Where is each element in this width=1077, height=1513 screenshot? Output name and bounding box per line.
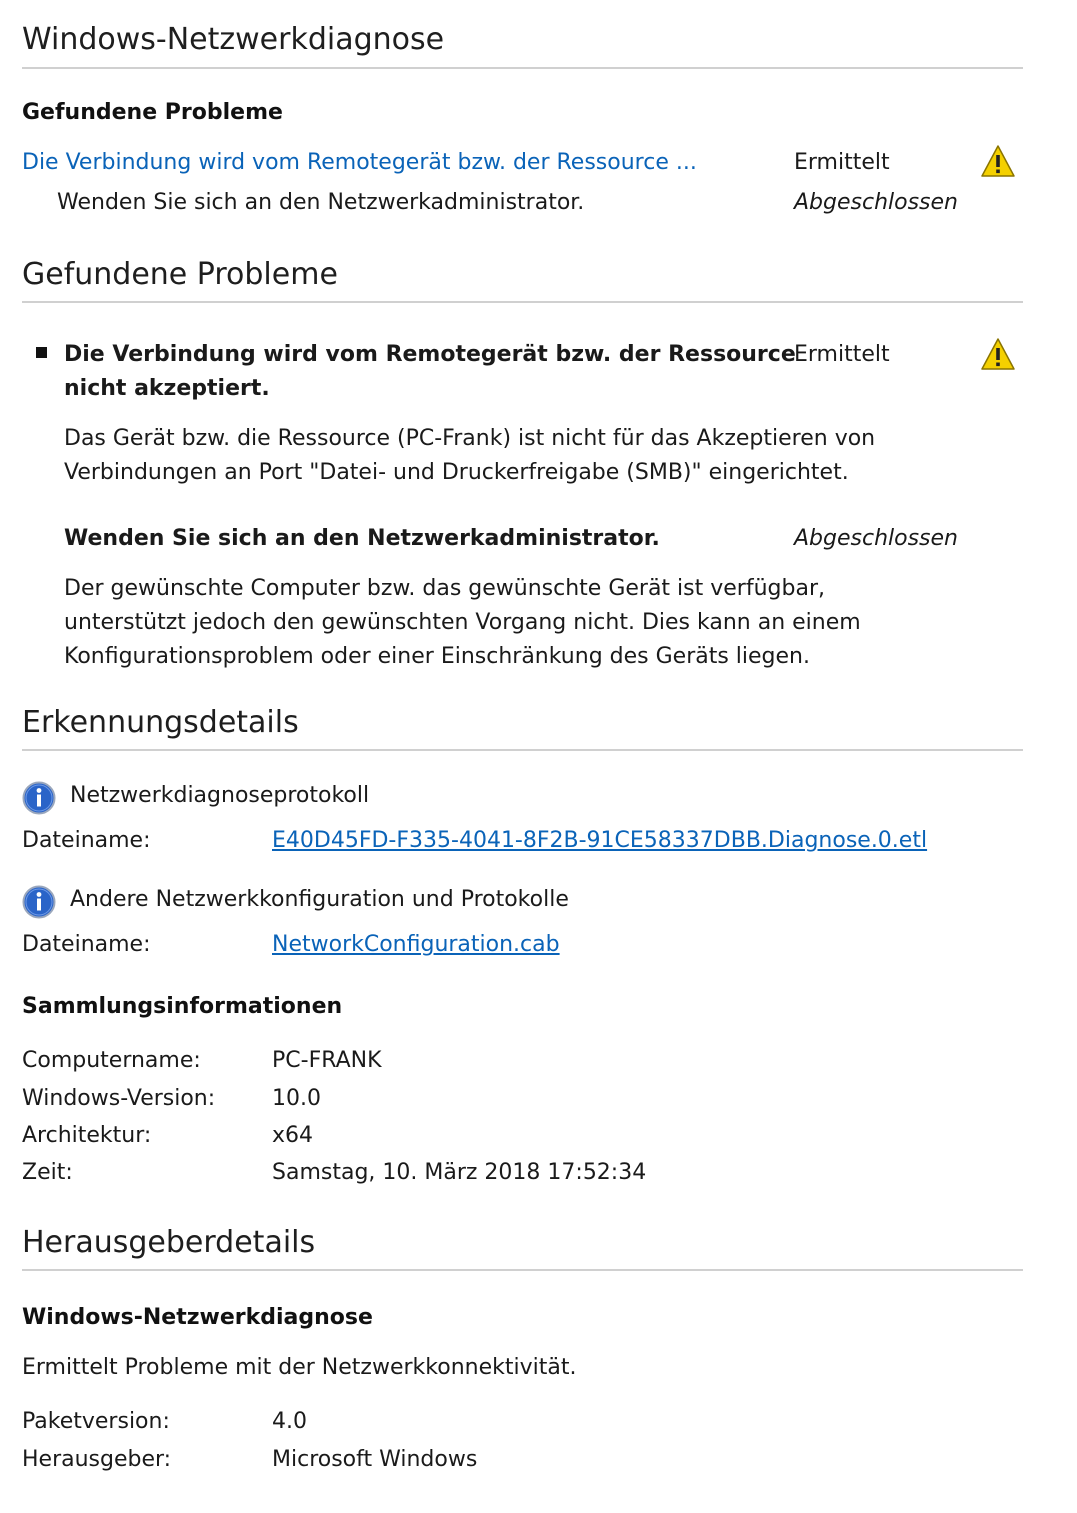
square-bullet-icon bbox=[36, 347, 47, 358]
log1-label: Dateiname: bbox=[22, 828, 151, 853]
log2-title: Andere Netzwerkkonfiguration und Protokolle bbox=[70, 887, 569, 912]
publisher-value: 4.0 bbox=[272, 1409, 307, 1434]
collection-value: x64 bbox=[272, 1123, 314, 1148]
log1-title: Netzwerkdiagnoseprotokoll bbox=[70, 783, 370, 808]
problem-desc-line1: Das Gerät bzw. die Ressource (PC-Frank) ist nicht für das Akzeptieren von bbox=[64, 426, 876, 451]
collection-label: Computername: bbox=[22, 1048, 201, 1073]
publisher-heading: Herausgeberdetails bbox=[22, 1225, 316, 1260]
problems-heading: Gefundene Probleme bbox=[22, 257, 338, 292]
publisher-divider bbox=[22, 1269, 1023, 1271]
detection-heading: Erkennungsdetails bbox=[22, 705, 299, 740]
page-title: Windows-Netzwerkdiagnose bbox=[22, 22, 445, 57]
solution-desc-line3: Konfigurationsproblem oder einer Einschränkung des Geräts liegen. bbox=[64, 644, 810, 669]
info-icon bbox=[22, 781, 56, 815]
solution-desc-line2: unterstützt jedoch den gewünschten Vorgang nicht. Dies kann an einem bbox=[64, 610, 861, 635]
solution-detail-status: Abgeschlossen bbox=[794, 526, 958, 551]
collection-value: PC-FRANK bbox=[272, 1048, 382, 1073]
collection-heading: Sammlungsinformationen bbox=[22, 994, 343, 1019]
collection-label: Zeit: bbox=[22, 1160, 73, 1185]
problem-title-line1: Die Verbindung wird vom Remotegerät bzw. der Ressource bbox=[64, 342, 796, 367]
problem-desc-line2: Verbindungen an Port "Datei- und Druckerfreigabe (SMB)" eingerichtet. bbox=[64, 460, 849, 485]
solution-status: Abgeschlossen bbox=[794, 190, 958, 215]
package-name: Windows-Netzwerkdiagnose bbox=[22, 1305, 373, 1330]
publisher-label: Paketversion: bbox=[22, 1409, 170, 1434]
problem-status: Ermittelt bbox=[794, 150, 890, 175]
log1-file-link[interactable]: E40D45FD-F335-4041-8F2B-91CE58337DBB.Diagnose.0.etl bbox=[272, 828, 928, 853]
summary-heading: Gefundene Probleme bbox=[22, 100, 283, 125]
collection-label: Windows-Version: bbox=[22, 1086, 216, 1111]
title-divider bbox=[22, 67, 1023, 69]
problem-detail-status: Ermittelt bbox=[794, 342, 890, 367]
info-icon bbox=[22, 885, 56, 919]
collection-value: Samstag, 10. März 2018 17:52:34 bbox=[272, 1160, 647, 1185]
publisher-label: Herausgeber: bbox=[22, 1447, 172, 1472]
collection-value: 10.0 bbox=[272, 1086, 321, 1111]
log2-label: Dateiname: bbox=[22, 932, 151, 957]
problem-link[interactable]: Die Verbindung wird vom Remotegerät bzw. der Ressource ... bbox=[22, 150, 697, 175]
publisher-value: Microsoft Windows bbox=[272, 1447, 478, 1472]
solution-desc-line1: Der gewünschte Computer bzw. das gewünschte Gerät ist verfügbar, bbox=[64, 576, 825, 601]
solution-title: Wenden Sie sich an den Netzwerkadministrator. bbox=[64, 526, 660, 551]
package-desc: Ermittelt Probleme mit der Netzwerkkonnektivität. bbox=[22, 1355, 577, 1380]
problem-title-line2: nicht akzeptiert. bbox=[64, 376, 270, 401]
warning-icon bbox=[980, 144, 1016, 178]
detection-divider bbox=[22, 749, 1023, 751]
solution-text: Wenden Sie sich an den Netzwerkadministrator. bbox=[57, 190, 585, 215]
log2-file-link[interactable]: NetworkConfiguration.cab bbox=[272, 932, 560, 957]
problems-divider bbox=[22, 301, 1023, 303]
warning-icon bbox=[980, 337, 1016, 371]
collection-label: Architektur: bbox=[22, 1123, 152, 1148]
